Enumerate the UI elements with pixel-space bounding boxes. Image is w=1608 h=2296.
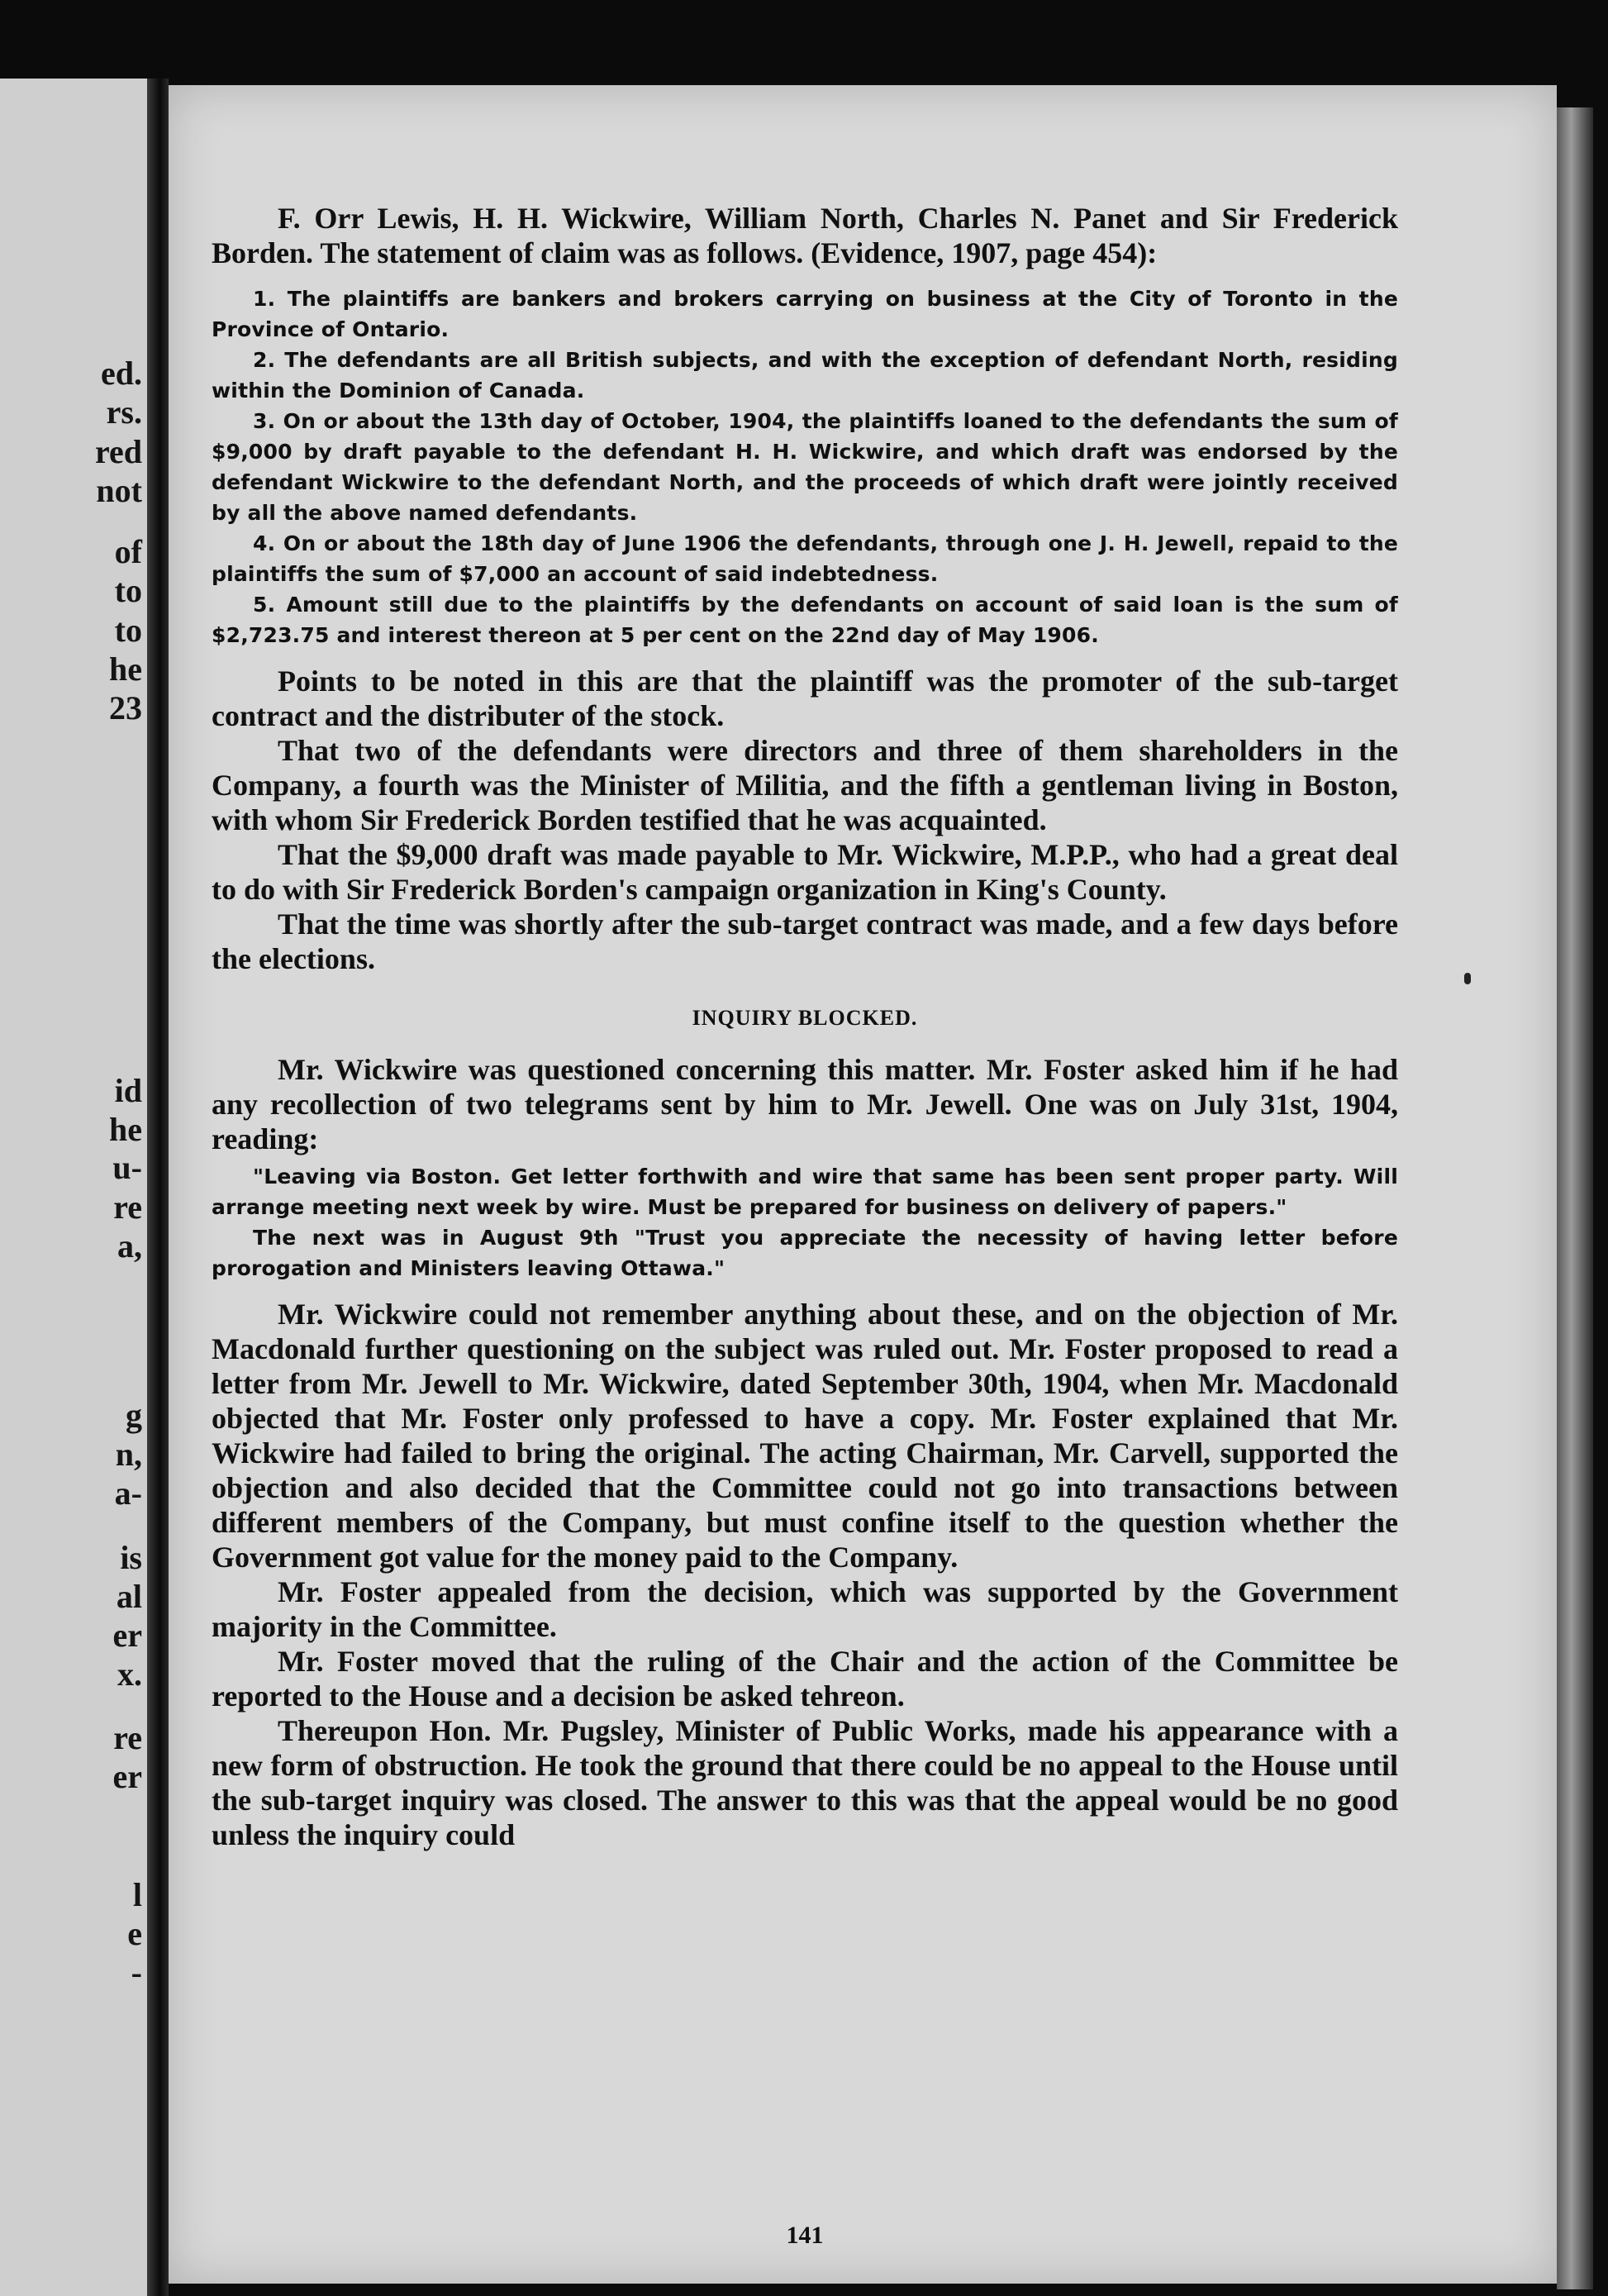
- left-fragment: id: [114, 1072, 142, 1109]
- left-fragment: is: [120, 1539, 142, 1576]
- left-fragment: n,: [115, 1436, 142, 1473]
- inquiry-intro-paragraph: Mr. Wickwire was questioned concerning this matter. Mr. Foster asked him if he had any recollection of two telegrams sent by him to Mr. Jewell. One was on July 31st, 1904, reading:: [212, 1053, 1398, 1155]
- left-fragment: -: [131, 1954, 142, 1991]
- intro-paragraph: F. Orr Lewis, H. H. Wickwire, William North, Charles N. Panet and Sir Frederick Borden. The statement of claim was as follows. (Evidence, 1907, page 454):: [212, 202, 1398, 269]
- left-fragment: to: [114, 612, 142, 649]
- left-fragment: a,: [117, 1227, 142, 1265]
- page-content: [212, 201, 1398, 2249]
- points-section: [212, 664, 1398, 976]
- closing-paragraph: Thereupon Hon. Mr. Pugsley, Minister of Public Works, made his appearance with a new form of obstruction. He took the ground that there could be no appeal to the House until the sub-target inquiry was closed. The answer to this was that the appeal would be no good unless the inquiry could: [212, 1714, 1398, 1851]
- claim-item: 1. The plaintiffs are bankers and brokers carrying on business at the City of Toronto in the Province of Ontario.: [212, 287, 1398, 341]
- left-fragment: 23: [109, 689, 142, 726]
- left-fragment: al: [116, 1578, 142, 1615]
- point-paragraph: That the $9,000 draft was made payable to Mr. Wickwire, M.P.P., who had a great deal to do with Sir Frederick Borden's campaign organization in King's County.: [212, 838, 1398, 906]
- point-paragraph: Points to be noted in this are that the plaintiff was the promoter of the sub-target contract and the distributer of the stock.: [212, 665, 1398, 732]
- left-fragment: not: [96, 472, 142, 509]
- left-fragment: a-: [114, 1474, 142, 1512]
- left-fragment: he: [109, 650, 142, 688]
- left-fragment: g: [126, 1397, 142, 1434]
- left-fragment: red: [94, 433, 142, 470]
- telegrams-quote: [212, 1161, 1398, 1284]
- claim-item: 2. The defendants are all British subjects, and with the exception of defendant North, residing within the Dominion of Canada.: [212, 348, 1398, 403]
- page-number: 141: [786, 2222, 824, 2249]
- page-edge-shadow: [1557, 107, 1593, 2289]
- claim-item: 5. Amount still due to the plaintiffs by the defendants on account of said loan is the sum of $2,723.75 and interest thereon at 5 per cent on the 22nd day of May 1906.: [212, 593, 1398, 647]
- left-facing-page: [0, 79, 147, 2296]
- left-fragment: l: [132, 1876, 142, 1913]
- left-fragment: u-: [112, 1149, 142, 1186]
- telegram-text: "Leaving via Boston. Get letter forthwith and wire that same has been sent proper party. Will arrange meeting next week by wire. Must be prepared for business on delivery of papers.": [212, 1165, 1398, 1219]
- closing-section: [212, 1297, 1398, 1852]
- left-fragment: to: [114, 572, 142, 609]
- closing-paragraph: Mr. Wickwire could not remember anything about these, and on the objection of Mr. Macdonald further questioning on the subject was ruled out. Mr. Foster proposed to read a letter from Mr. Jewell to Mr. Wickwire, dated September 30th, 1904, when Mr. Macdonald objected that Mr. Foster only professed to have a copy. Mr. Foster explained that Mr. Wickwire had failed to bring the original. The acting Chairman, Mr. Carvell, supported the objection and also decided that the Committee could not go into transactions between different members of the Company, but must confine itself to the question whether the Government got value for the money paid to the Company.: [212, 1298, 1398, 1574]
- claim-item: 4. On or about the 18th day of June 1906 the defendants, through one J. H. Jewell, repaid to the plaintiffs the sum of $7,000 an account of said indebtedness.: [212, 531, 1398, 586]
- left-fragment: re: [113, 1188, 142, 1226]
- statement-of-claim: [212, 283, 1398, 650]
- telegram-text: The next was in August 9th "Trust you appreciate the necessity of having letter before prorogation and Ministers leaving Ottawa.": [212, 1226, 1398, 1280]
- left-fragment: er: [112, 1617, 142, 1654]
- closing-paragraph: Mr. Foster moved that the ruling of the Chair and the action of the Committee be reported to the House and a decision be asked tehreon.: [212, 1645, 1398, 1712]
- left-fragment: of: [114, 533, 142, 570]
- book-gutter: [147, 79, 169, 2296]
- left-fragment: he: [109, 1111, 142, 1148]
- claim-item: 3. On or about the 13th day of October, 1904, the plaintiffs loaned to the defendants the sum of $9,000 by draft payable to the defendant H. H. Wickwire, and which draft was endorsed by the defendant Wickwire to the defendant North, and the proceeds of which draft were jointly received by all the above named defendants.: [212, 409, 1398, 525]
- point-paragraph: That the time was shortly after the sub-target contract was made, and a few days before the elections.: [212, 907, 1398, 975]
- left-fragment: re: [113, 1719, 142, 1756]
- ink-spot: [1464, 973, 1471, 984]
- point-paragraph: That two of the defendants were directors and three of them shareholders in the Company, a fourth was the Minister of Militia, and the fifth a gentleman living in Boston, with whom Sir Frederick Borden testified that he was acquainted.: [212, 734, 1398, 836]
- section-heading: INQUIRY BLOCKED.: [692, 1006, 918, 1030]
- left-fragment: x.: [117, 1655, 142, 1693]
- closing-paragraph: Mr. Foster appealed from the decision, which was supported by the Government majority in the Committee.: [212, 1575, 1398, 1643]
- left-fragment: ed.: [101, 355, 142, 392]
- left-fragment: rs.: [106, 393, 142, 431]
- document-page: [169, 85, 1557, 2284]
- left-fragment: e: [127, 1915, 142, 1952]
- left-fragment: er: [112, 1758, 142, 1795]
